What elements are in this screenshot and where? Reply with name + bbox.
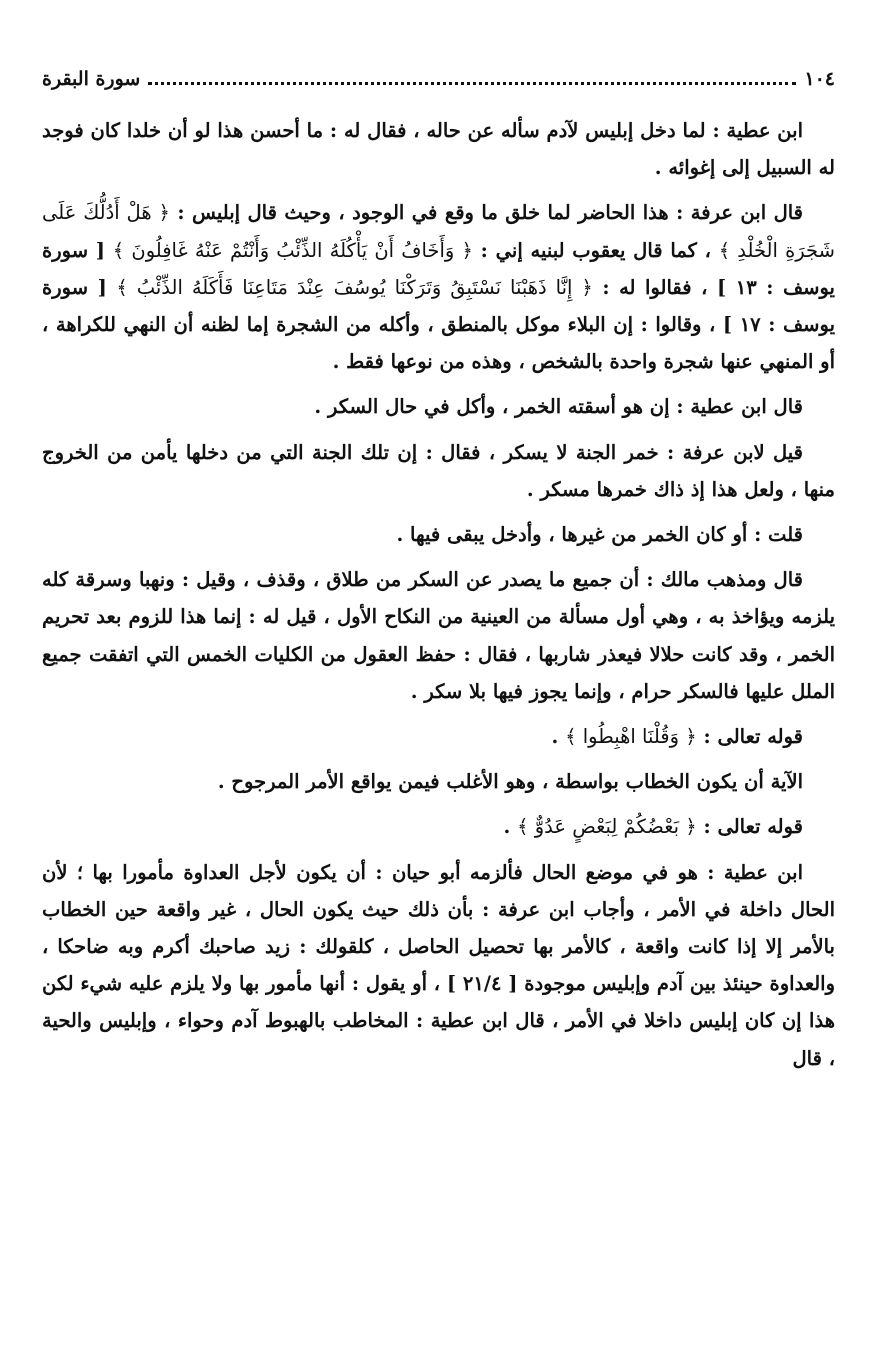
- paragraph-text: [ سورة يوسف : ١٧ ] ، وقالوا : إن البلاء موكل بالمنطق ، وأكله من الشجرة إما لظنه أن النهي للكراهة ، أو المنهي عنها شجرة واحدة بالشخص ، وهذه من نوعها فقط .: [42, 275, 835, 374]
- paragraph: [42, 516, 835, 553]
- paragraph-text: .: [503, 815, 518, 839]
- paragraph: [42, 112, 835, 186]
- paragraph-text: قال ابن عرفة : هذا الحاضر لما خلق ما وقع في الوجود ، وحيث قال إبليس :: [169, 201, 803, 225]
- running-header: [42, 62, 835, 96]
- paragraph: [42, 388, 835, 425]
- paragraph-text: الآية أن يكون الخطاب بواسطة ، وهو الأغلب فيمن يواقع الأمر المرجوح .: [217, 770, 803, 794]
- paragraph-text: قيل لابن عرفة : خمر الجنة لا يسكر ، فقال : إن تلك الجنة التي من دخلها يأمن من الخروج منها ، ولعل هذا إذ ذاك خمرها مسكر .: [42, 440, 835, 501]
- quran-verse: ﴿ وَقُلْنَا اهْبِطُوا ﴾: [565, 725, 697, 749]
- paragraph: [42, 434, 835, 508]
- header-leader-dots: [148, 82, 796, 85]
- paragraph-text: ابن عطية : لما دخل إبليس لآدم سأله عن حاله ، فقال له : ما أحسن هذا لو أن خلدا كان فوجد له السبيل إلى إغوائه .: [42, 119, 835, 180]
- body-text: [42, 112, 835, 1077]
- paragraph-text: قوله تعالى :: [696, 725, 803, 749]
- paragraph-text: [ سورة يوسف : ١٣ ] ، فقالوا له :: [42, 238, 835, 299]
- paragraph: [42, 718, 835, 755]
- paragraph: [42, 808, 835, 845]
- quran-verse: ﴿ إِنَّا ذَهَبْنَا نَسْتَبِقُ وَتَرَكْنَا يُوسُفَ عِنْدَ مَتَاعِنَا فَأَكَلَهُ الذِّئْبُ ﴾: [116, 275, 593, 299]
- paragraph-text: ابن عطية : هو في موضع الحال فألزمه أبو حيان : أن يكون لأجل العداوة مأمورا بها ؛ لأن الحال داخلة في الأمر ، وأجاب ابن عرفة : بأن ذلك حيث يكون الحال ، غير واقعة حين الخطاب بالأمر إلا إذا كانت واقعة ، كالأمر بها تحصيل الحاصل ، كلقولك : زيد صاحبك أكرم وبه ضاحكا ، والعداوة حينئذ بين آدم وإبليس موجودة [ ٢١/٤ ] ، أو يقول : أنها مأمور بها ولا يلزم عليه شيء لكن هذا إن كان إبليس داخلا في الأمر ، قال ابن عطية : المخاطب بالهبوط آدم وحواء ، وإبليس والحية ، قال: [42, 860, 836, 1070]
- paragraph: [42, 561, 835, 710]
- page-number: ١٠٤: [804, 68, 835, 90]
- paragraph-text: ، كما قال يعقوب لبنيه إني :: [472, 238, 719, 262]
- paragraph-text: قال ومذهب مالك : أن جميع ما يصدر عن السكر من طلاق ، وقذف ، وقيل : ونهبا وسرقة كله يلزمه ويؤاخذ به ، وهي أول مسألة من العينية من النكاح الأول ، قيل له : إنما هذا للزوم بعد تحريم الخمر ، وقد كانت حلالا فيعذر شاربها ، فقال : حفظ العقول من الكليات الخمس التي اتفقت جميع الملل عليها فالسكر حرام ، وإنما يجوز فيها بلا سكر .: [42, 568, 835, 703]
- paragraph-text: .: [551, 725, 566, 749]
- quran-verse: ﴿ بَعْضُكُمْ لِبَعْضٍ عَدُوٌّ ﴾: [517, 815, 697, 839]
- quran-verse: ﴿ هَلْ أَدُلُّكَ عَلَى شَجَرَةِ الْخُلْدِ ﴾: [42, 201, 835, 262]
- paragraph: [42, 194, 835, 380]
- paragraph: [42, 763, 835, 800]
- surah-title: سورة البقرة: [42, 68, 141, 90]
- quran-verse: ﴿ وَأَخَافُ أَنْ يَأْكُلَهُ الذِّئْبُ وَأَنْتُمْ عَنْهُ غَافِلُونَ ﴾: [112, 238, 473, 262]
- paragraph-text: قلت : أو كان الخمر من غيرها ، وأدخل يبقى فيها .: [396, 523, 803, 547]
- paragraph: [42, 854, 835, 1077]
- paragraph-text: قوله تعالى :: [696, 815, 803, 839]
- paragraph-text: قال ابن عطية : إن هو أسقته الخمر ، وأكل في حال السكر .: [314, 395, 803, 419]
